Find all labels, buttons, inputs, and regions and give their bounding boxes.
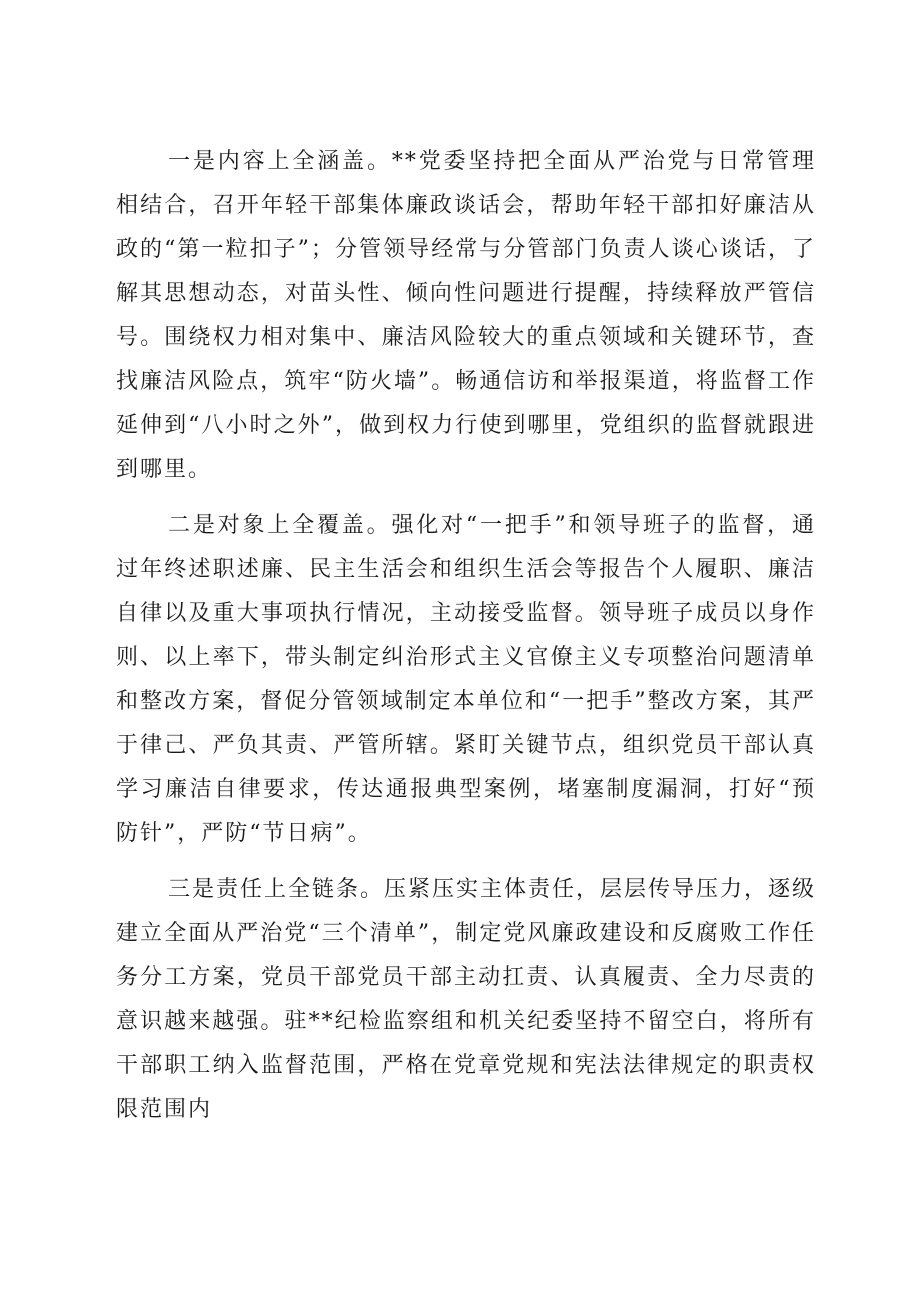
document-body [116, 140, 816, 1132]
paragraph-object-coverage: 二是对象上全覆盖。强化对“一把手”和领导班子的监督，通过年终述职述廉、民主生活会和组织生活会等报告个人履职、廉洁自律以及重大事项执行情况，主动接受监督。领导班子成员以身作则、以上率下，带头制定纠治形式主义官僚主义专项整治问题清单和整改方案，督促分管领域制定本单位和“一把手”整改方案，其严于律己、严负其责、严管所辖。紧盯关键节点，组织党员干部认真学习廉洁自律要求，传达通报典型案例，堵塞制度漏洞，打好“预防针”，严防“节日病”。 [116, 513, 816, 846]
paragraph-content-coverage: 一是内容上全涵盖。**党委坚持把全面从严治党与日常管理相结合，召开年轻干部集体廉政谈话会，帮助年轻干部扣好廉洁从政的“第一粒扣子”；分管领导经常与分管部门负责人谈心谈话，了解其思想动态，对苗头性、倾向性问题进行提醒，持续释放严管信号。围绕权力相对集中、廉洁风险较大的重点领域和关键环节，查找廉洁风险点，筑牢“防火墙”。畅通信访和举报渠道，将监督工作延伸到“八小时之外”，做到权力行使到哪里，党组织的监督就跟进到哪里。 [116, 149, 816, 482]
paragraph-responsibility-chain: 三是责任上全链条。压紧压实主体责任，层层传导压力，逐级建立全面从严治党“三个清单”，制定党风廉政建设和反腐败工作任务分工方案，党员干部党员干部主动扛责、认真履责、全力尽责的意识越来越强。驻**纪检监察组和机关纪委坚持不留空白，将所有干部职工纳入监督范围，严格在党章党规和宪法法律规定的职责权限范围内 [116, 877, 817, 1122]
